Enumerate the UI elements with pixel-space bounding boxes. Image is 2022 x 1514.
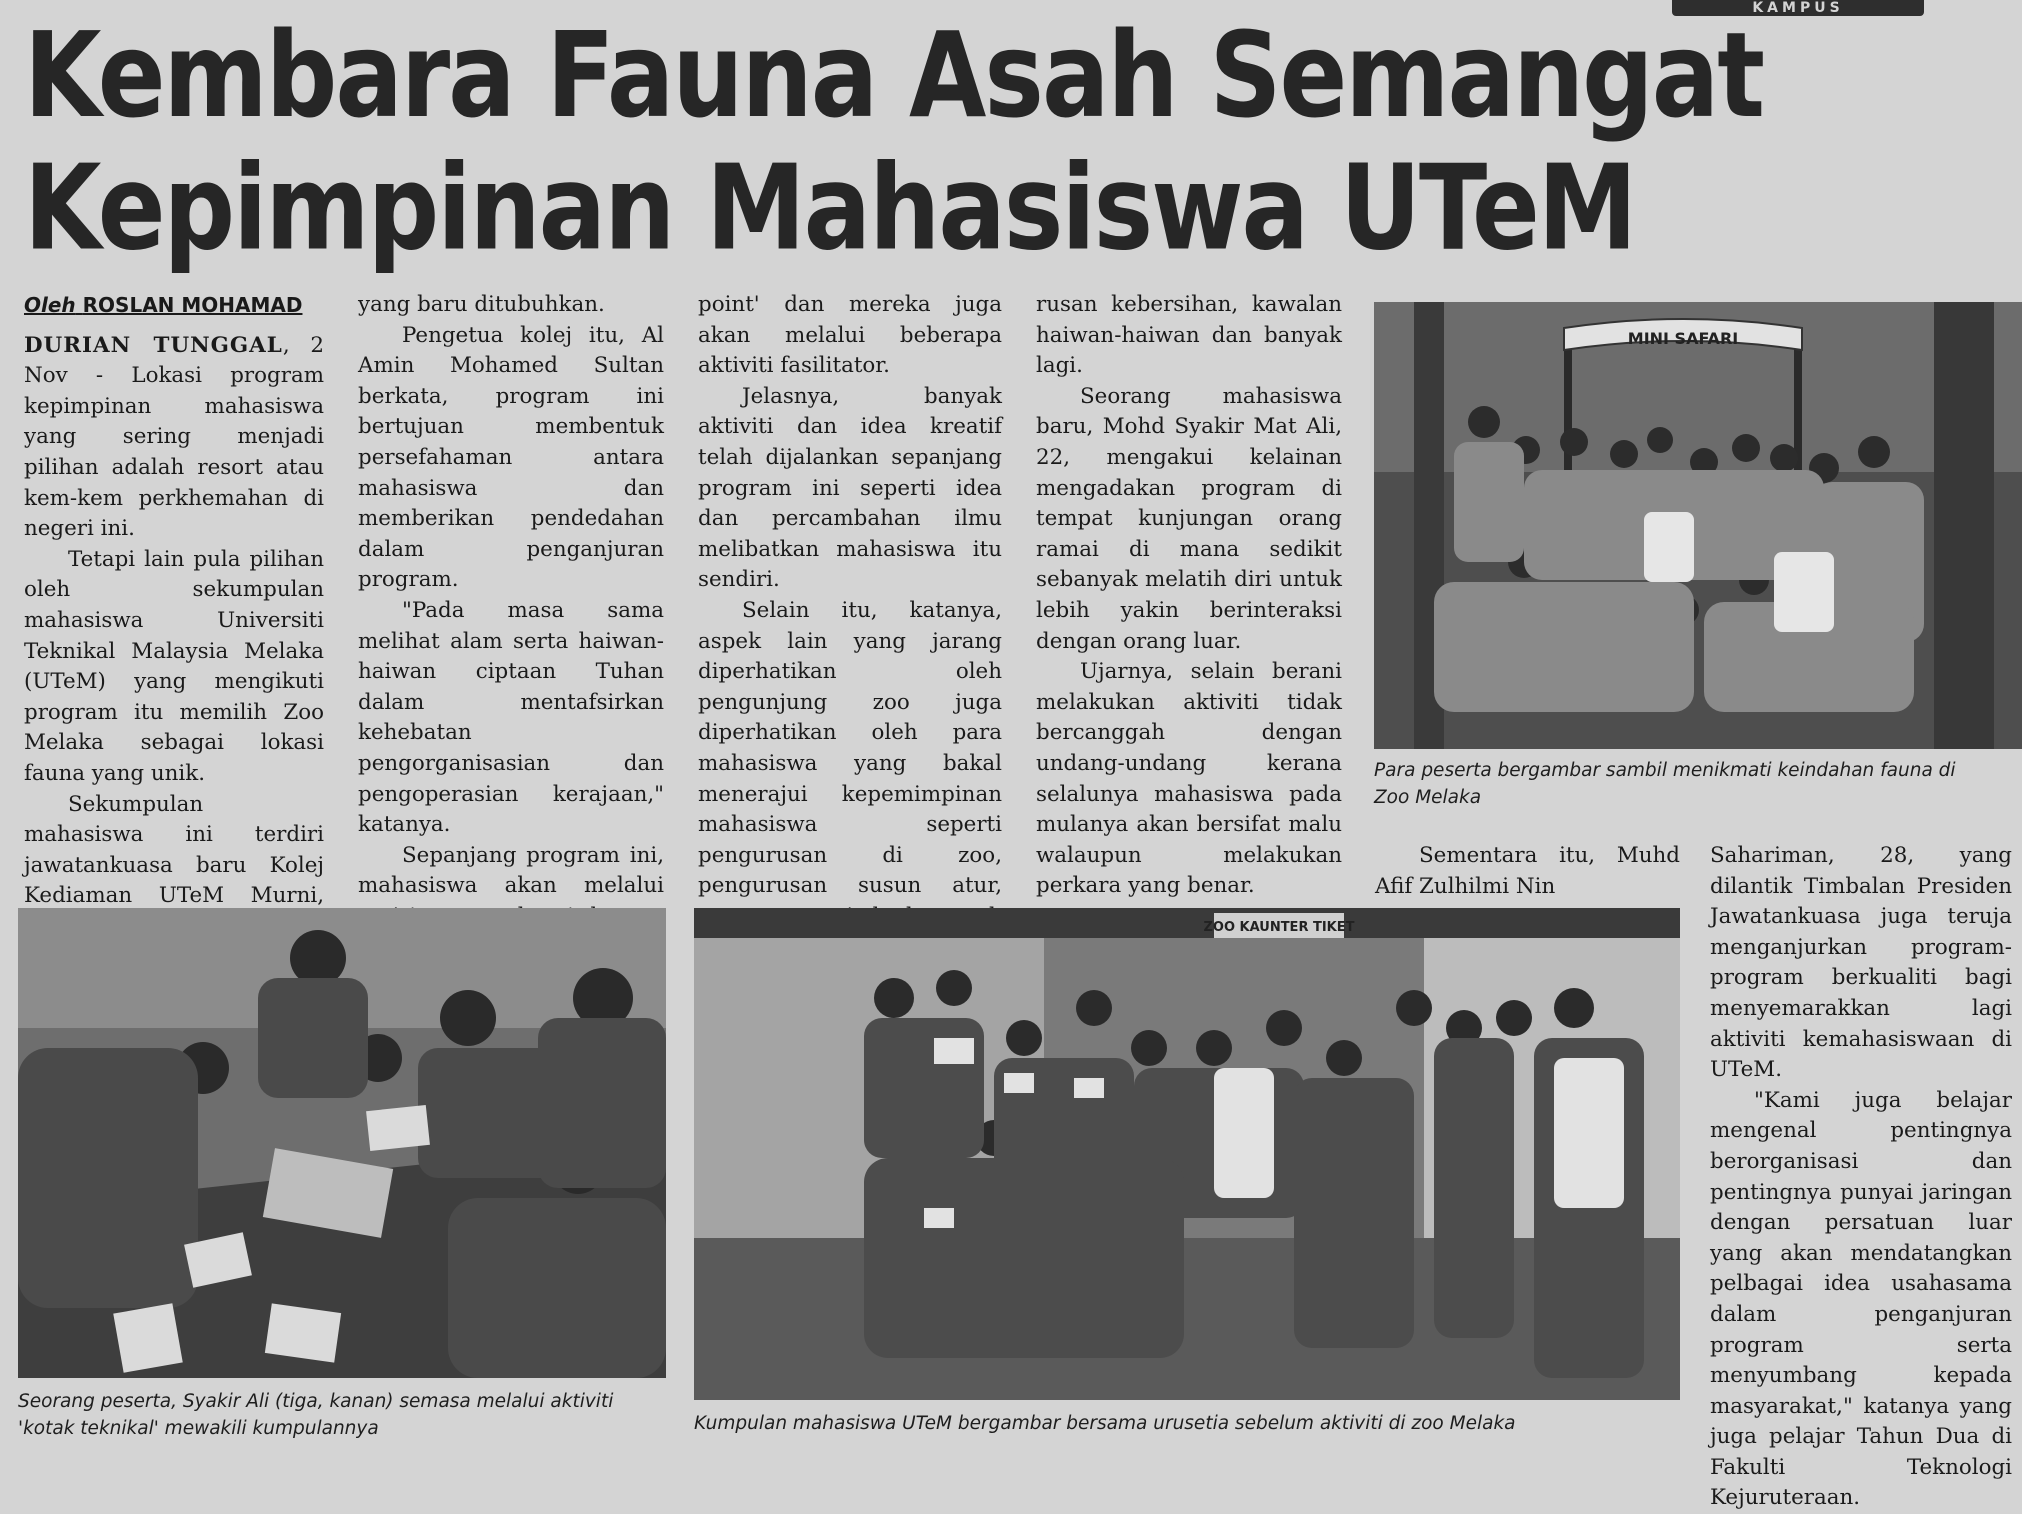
paragraph-8b: rusan kebersihan, kawalan haiwan-haiwan dan banyak lagi. (1036, 292, 1342, 379)
paragraph-7: Jelasnya, banyak aktiviti dan idea kreatif telah dijalankan sepanjang program ini seperti idea dan percambahan ilmu melibatkan mahasiswa itu sendiri. (698, 383, 1002, 593)
byline-prefix: Oleh (24, 293, 76, 317)
byline-author: ROSLAN MOHAMAD (82, 293, 303, 317)
group-photo-sign: ZOO KAUNTER TIKET (1203, 920, 1355, 935)
paragraph-8a: Selain itu, katanya, aspek lain yang jarang diperhatikan oleh pengunjung zoo juga diperhatikan oleh para mahasiswa yang bakal menerajui kepemimpinan mahasiswa seperti pengurusan di zoo, pengurusan susun atur, (698, 597, 1002, 899)
article-column-5 (1375, 841, 1680, 902)
mini-safari-sign: MINI SAFARI (1627, 329, 1739, 348)
article-column-2 (358, 290, 664, 963)
paragraph-12: "Kami juga belajar mengenal pentingnya berorganisasi dan pentingnya punyai jaringan dengan persatuan luar yang akan mendatangkan pelbagai idea usahasama dalam penganjuran program serta menyumbang kepada masyarakat," katanya yang juga pelajar Tahun Dua di Fakulti Teknologi Kejuruteraan. (1710, 1087, 2012, 1511)
paragraph-1-text: , 2 Nov - Lokasi program kepimpinan mahasiswa yang sering menjadi pilihan adalah resort atau kem-kem perkhemahan di negeri ini. (24, 332, 324, 542)
article-column-3 (698, 290, 1002, 963)
photo-group (694, 908, 1680, 1400)
paragraph-9: Seorang mahasiswa baru, Mohd Syakir Mat Ali, 22, mengakui kelainan mengadakan program di tempat kunjungan orang ramai di mana sedikit sebanyak melatih diri untuk lebih yakin berinteraksi dengan orang luar. (1036, 383, 1342, 654)
article-column-6 (1710, 841, 2012, 1514)
activity-image (18, 908, 666, 1378)
photo-mini-safari (1374, 302, 2022, 749)
headline-line-1: Kembara Fauna Asah Semangat (24, 6, 1764, 145)
dateline: DURIAN TUNGGAL (24, 332, 283, 358)
article-column-1 (24, 290, 324, 942)
caption-group: Kumpulan mahasiswa UTeM bergambar bersama urusetia sebelum aktiviti di zoo Melaka (694, 1413, 1516, 1434)
paragraph-4: Pengetua kolej itu, Al Amin Mohamed Sultan berkata, program ini bertujuan membentuk persefahaman antara mahasiswa dan memberikan pendedahan dalam penganjuran program. (358, 322, 664, 593)
mini-safari-image (1374, 302, 2022, 749)
group-image (694, 908, 1680, 1400)
headline (24, 6, 1764, 277)
paragraph-lede (24, 331, 324, 545)
article-column-4 (1036, 290, 1342, 902)
photo-activity (18, 908, 666, 1378)
paragraph-10: Ujarnya, selain berani melakukan aktiviti tidak bercanggah dengan undang-undang kerana selalunya mahasiswa pada mulanya akan bersifat malu walaupun melakukan perkara yang benar. (1036, 659, 1342, 899)
caption-activity: Seorang peserta, Syakir Ali (tiga, kanan) semasa melalui aktiviti 'kotak teknikal' mewakili kumpulannya (18, 1391, 614, 1439)
byline (24, 290, 324, 321)
section-tag: KAMPUS (1672, 0, 1924, 16)
paragraph-11b: Sahariman, 28, yang dilantik Timbalan Presiden Jawatankuasa juga teruja menganjurkan program-program berkualiti bagi menyemarakkan lagi aktiviti kemahasiswaan di UTeM. (1710, 843, 2012, 1083)
paragraph-3b: yang baru ditubuhkan. (358, 292, 605, 317)
caption-mini-safari: Para peserta bergambar sambil menikmati keindahan fauna di Zoo Melaka (1374, 760, 1956, 808)
paragraph-5: "Pada masa sama melihat alam serta haiwan-haiwan ciptaan Tuhan dalam mentafsirkan kehebatan pengorganisasian dan pengoperasian kerajaan," katanya. (358, 597, 664, 838)
paragraph-11a: Sementara itu, Muhd Afif Zulhilmi Nin (1375, 843, 1680, 899)
paragraph-2: Tetapi lain pula pilihan oleh sekumpulan mahasiswa Universiti Teknikal Malaysia Melaka (UTeM) yang mengikuti program itu memilih Zoo Melaka sebagai lokasi fauna yang unik. (24, 546, 324, 786)
paragraph-6b: point' dan mereka juga akan melalui beberapa aktiviti fasilitator. (698, 292, 1002, 379)
headline-line-2: Kepimpinan Mahasiswa UTeM (24, 138, 1636, 277)
paragraph-3a: Sekumpulan mahasiswa ini terdiri jawatankuasa baru Kolej Kediaman UTeM Murni, (24, 791, 324, 909)
paragraph-6a: Sepanjang program ini, mahasiswa akan melalui (358, 842, 664, 899)
